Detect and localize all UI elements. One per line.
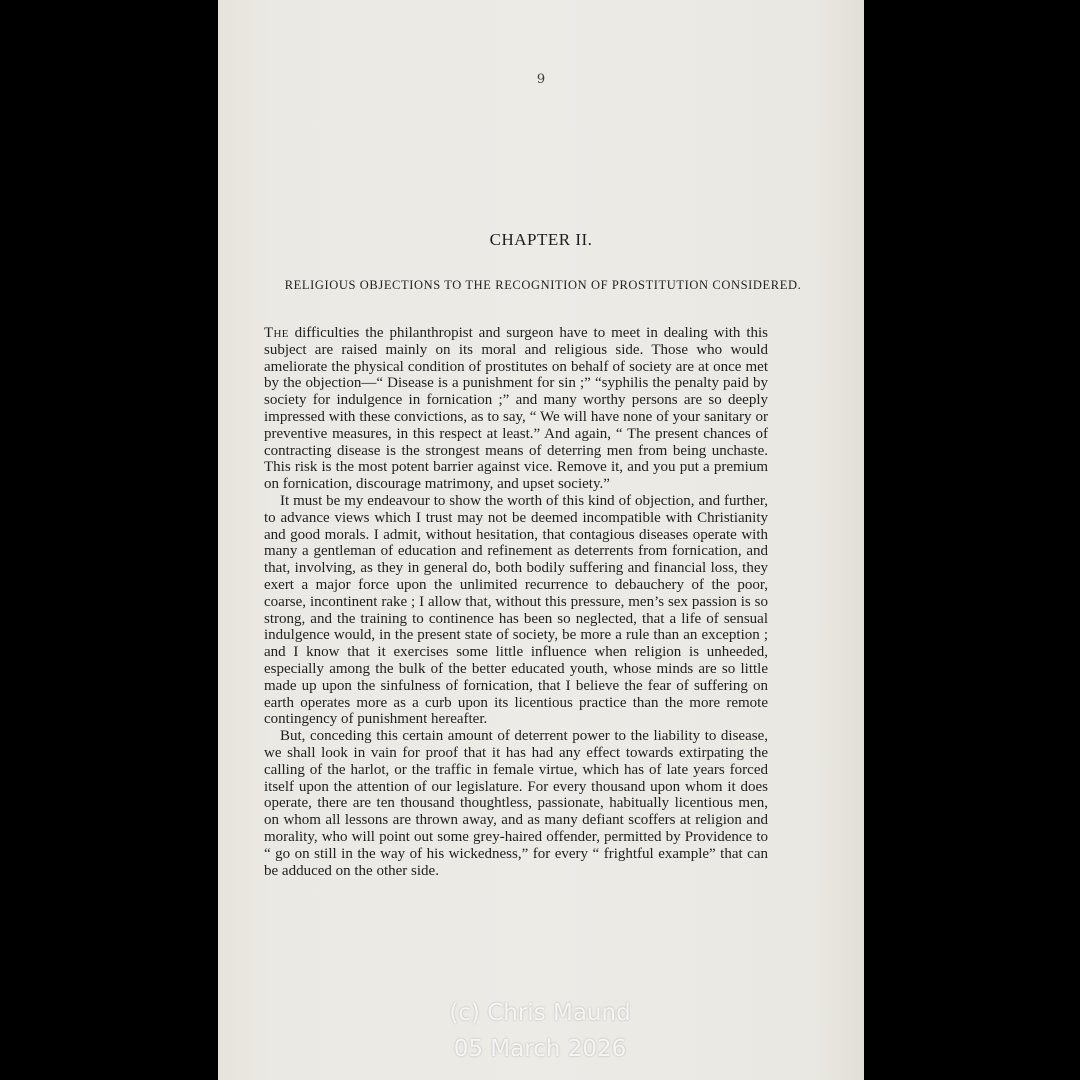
- watermark-copyright: (c) Chris Maund: [449, 1000, 631, 1026]
- watermark-date: 05 March 2026: [453, 1036, 627, 1062]
- paragraph-1-text: difficulties the philanthropist and surgeon have to meet in dealing with this subject are raised mainly on its moral and religious side. Those who would ameliorate the physical condition of prostitutes on behalf of society are at once met by the objection—“ Disease is a punishment for sin ;” “syphilis the penalty paid by society for indulgence in fornication ;” and many worthy persons are so deeply impressed with these convictions, as to say, “ We will have none of your sanitary or preventive measures, in this respect at least.” And again, “ The present chances of contracting disease is the strongest means of deterring men from being unchaste. This risk is the most potent barrier against vice. Remove it, and you put a premium on fornication, discourage matrimony, and upset society.”: [264, 325, 768, 493]
- page-number: 9: [536, 72, 546, 87]
- body-text: [264, 325, 768, 879]
- paragraph-3: But, conceding this certain amount of deterrent power to the liability to disease, we shall look in vain for proof that it has had any effect towards extirpating the calling of the harlot, or the traffic in female virtue, which has of late years forced itself upon the attention of our legislature. For every thousand upon whom it does operate, there are ten thousand thoughtless, passionate, habitually licentious men, on whom all lessons are thrown away, and as many defiant scoffers at religion and morality, who will point out some grey-haired offender, permitted by Providence to “ go on still in the way of his wickedness,” for every “ frightful example” that can be adduced on the other side.: [264, 728, 768, 879]
- paragraph-lead-word: The: [264, 325, 289, 341]
- book-page: [218, 0, 864, 1080]
- chapter-title: CHAPTER II.: [489, 230, 593, 249]
- paragraph-1: [264, 325, 768, 493]
- chapter-subtitle: RELIGIOUS OBJECTIONS TO THE RECOGNITION OF PROSTITUTION CONSIDERED.: [284, 278, 802, 292]
- paragraph-2: It must be my endeavour to show the worth of this kind of objection, and further, to advance views which I trust may not be deemed incompatible with Christianity and good morals. I admit, without hesitation, that contagious diseases operate with many a gentleman of education and refinement as deterrents from fornication, and that, involving, as they in general do, both bodily suffering and financial loss, they exert a major force upon the unlimited recurrence to debauchery of the poor, coarse, incontinent rake ; I allow that, without this pressure, men’s sex passion is so strong, and the training to continence has been so neglected, that a life of sensual indulgence would, in the present state of society, be more a rule than an exception ; and I know that it exercises some little influence when religion is unheeded, especially among the bulk of the better educated youth, whose minds are so little made up upon the sinfulness of fornication, that I believe the fear of suffering on earth operates more as a curb upon its licentious practice than the more remote contingency of punishment hereafter.: [264, 492, 768, 728]
